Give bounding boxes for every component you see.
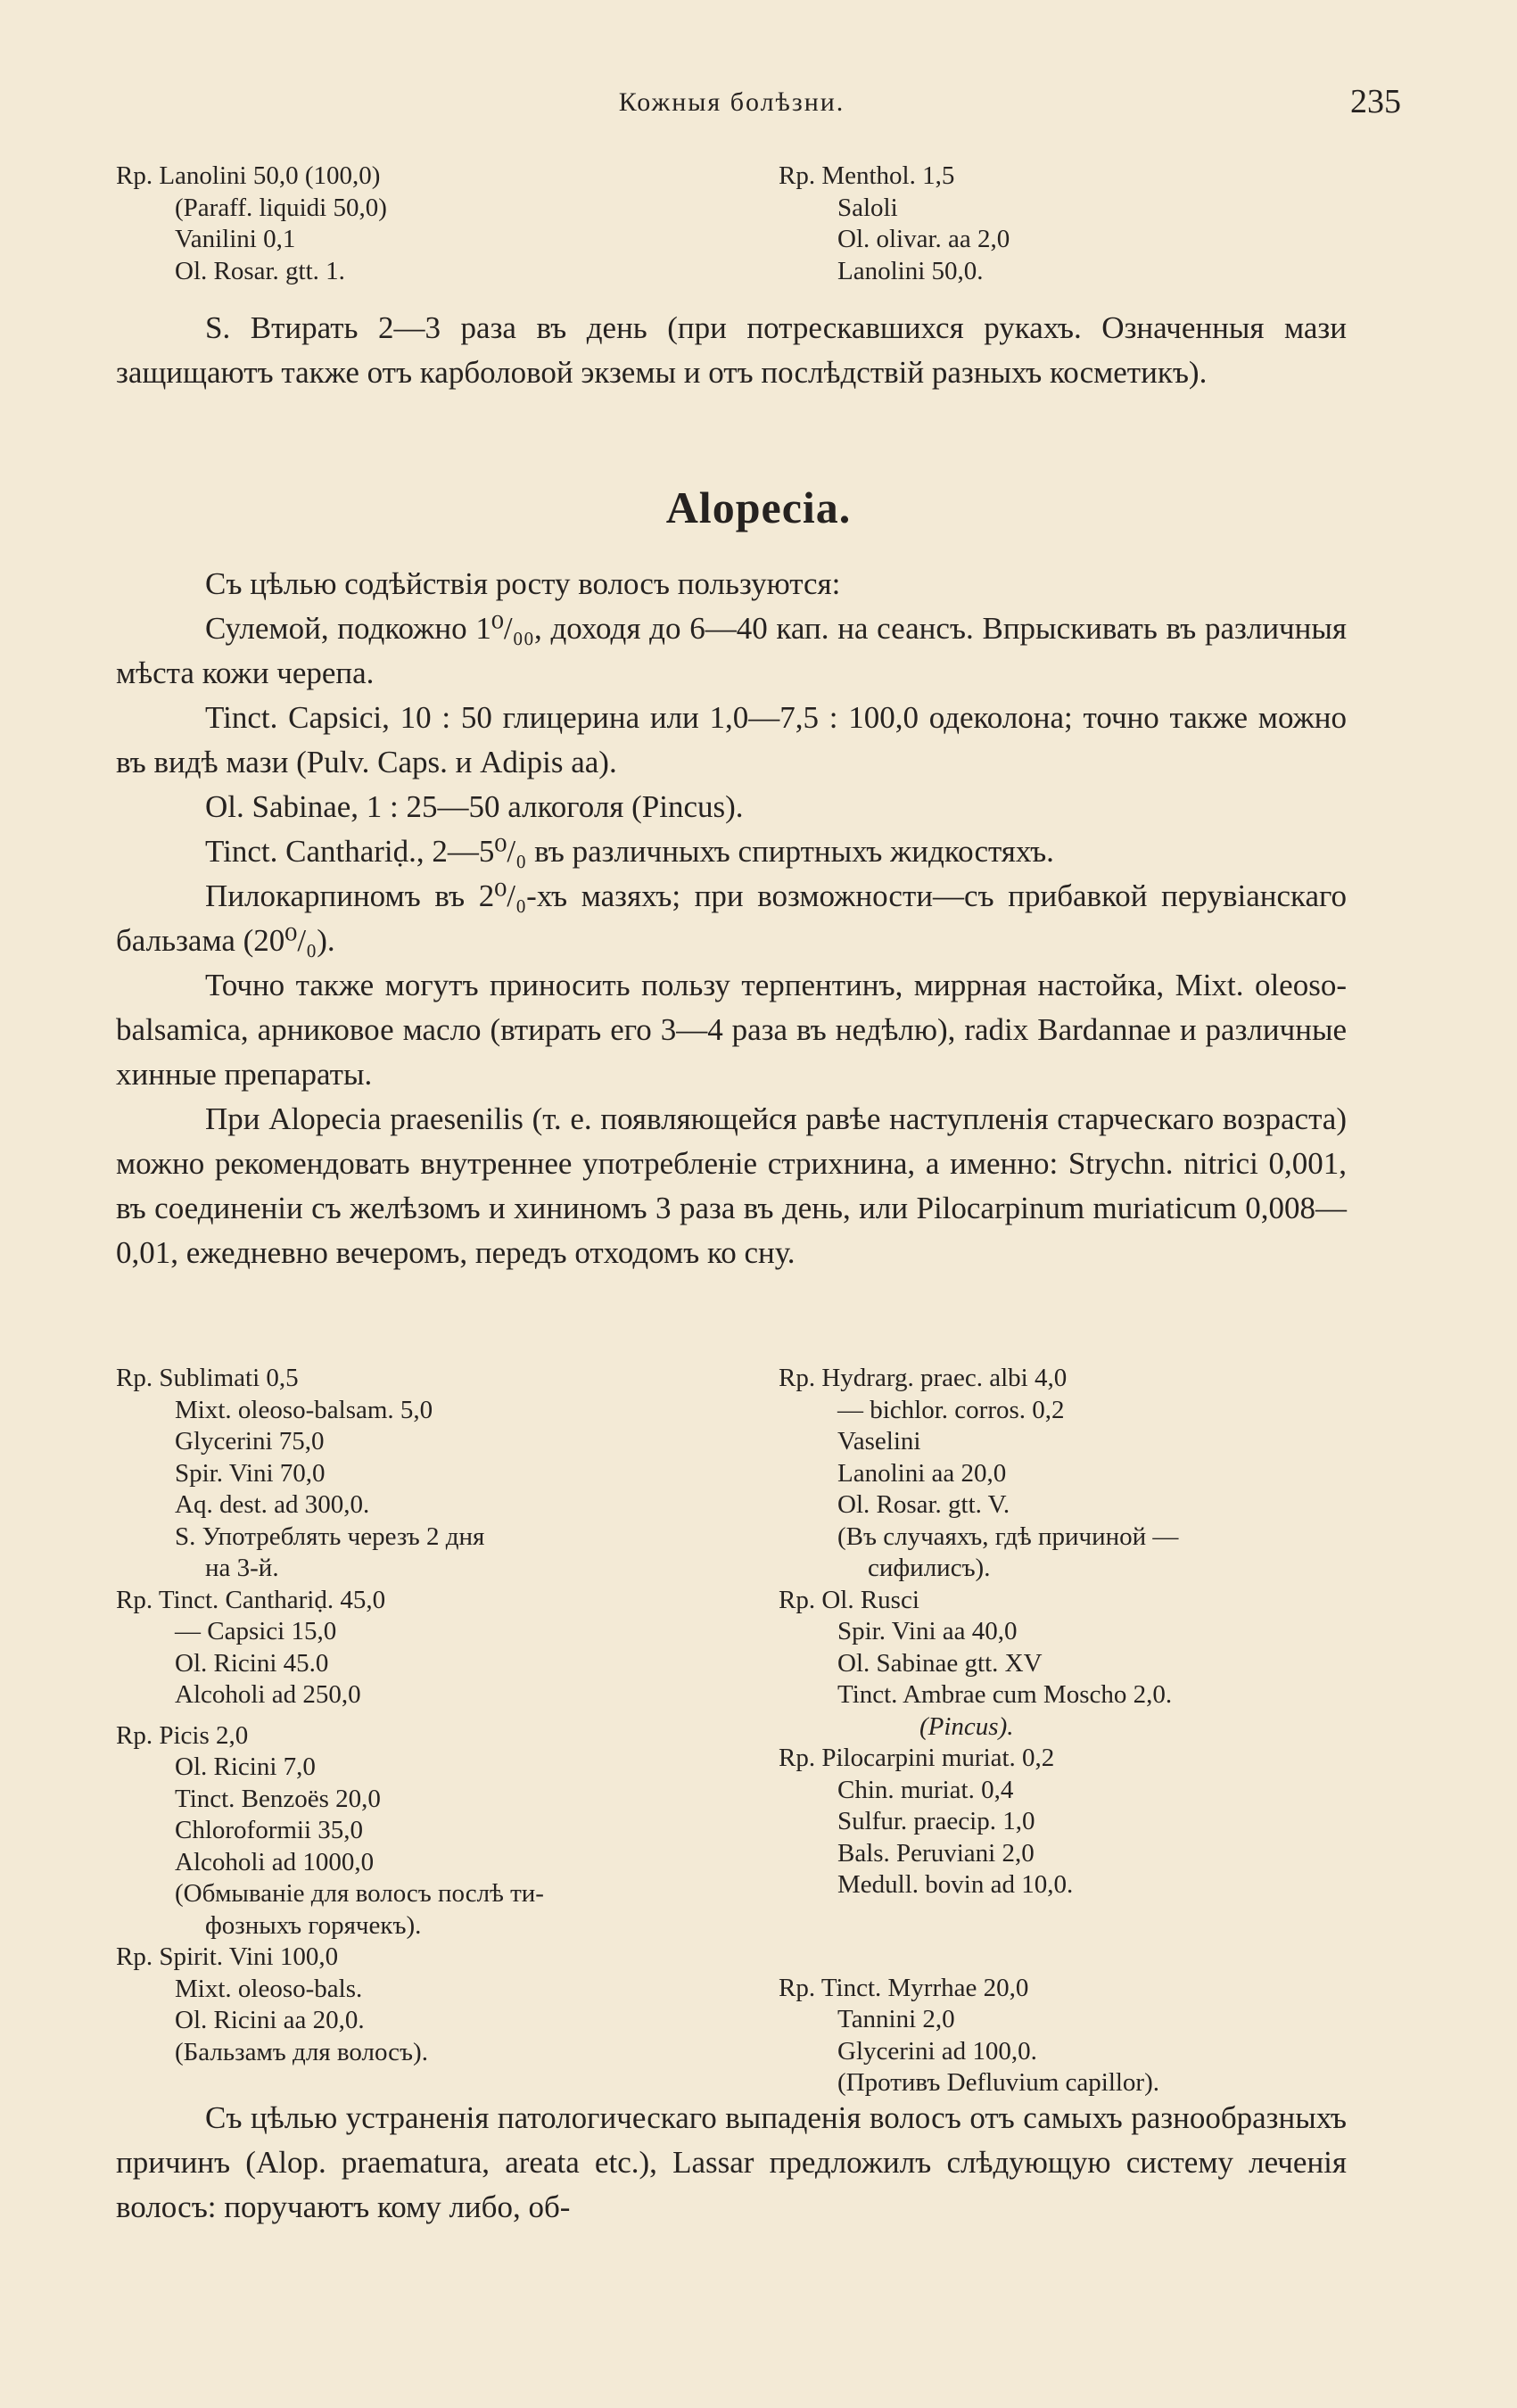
rx-top-right [779, 161, 1010, 287]
rx-line: Aq. dest. ad 300,0. [175, 1490, 370, 1519]
rx-line: Ol. Rosar. gtt. 1. [175, 256, 345, 285]
rx-line: Tinct. Ambrae cum Moscho 2,0. [837, 1680, 1173, 1709]
rx-left-column [116, 1363, 544, 2068]
rx-line: Spir. Vini 70,0 [175, 1458, 326, 1488]
prescription [779, 1585, 1178, 1744]
rx-line: Mixt. oleoso-bals. [175, 1974, 363, 2003]
paragraph: При Alopecia praesenilis (т. е. появляющейся равѣе наступленія старческаго возраста) можно рекомендовать внутреннее употребленіе стрихнина, а именно: Strychn. nitrici 0,001, въ соединеніи съ желѣзомъ и хининомъ 3 раза въ день, или Pilocarpinum muriaticum 0,008—0,01, ежедневно вечеромъ, передъ отходомъ ко сну. [116, 1101, 1347, 1270]
rx-line: Rp. Lanolini 50,0 (100,0) [116, 161, 381, 190]
rx-line: Spir. Vini aa 40,0 [837, 1617, 1018, 1645]
rx-line: Tinct. Benzoës 20,0 [175, 1784, 381, 1813]
rx-line: Alcoholi ad 250,0 [175, 1680, 361, 1709]
rx-line: Rp. Ol. Rusci [779, 1585, 919, 1614]
prescription [116, 1363, 544, 1585]
rx-line: Chin. muriat. 0,4 [837, 1775, 1014, 1804]
paragraph-top [116, 306, 1347, 395]
rx-line: Ol. Rosar. gtt. V. [837, 1490, 1010, 1519]
chapter-title: Кожныя болѣзни. [618, 87, 845, 117]
rx-line: — Capsici 15,0 [175, 1617, 337, 1645]
rx-line: Rp. Tinct. Myrrhae 20,0 [779, 1973, 1029, 2002]
paragraph: Tinct. Capsici, 10 : 50 глицерина или 1,0—7,5 : 100,0 одеколона; точно также можно въ видѣ мази (Pulv. Caps. и Adipis aa). [116, 700, 1347, 779]
rx-line: (Въ случаяхъ, гдѣ причиной — [837, 1521, 1179, 1551]
section-heading: Alopecia. [665, 482, 852, 532]
rx-line: Medull. bovin ad 10,0. [837, 1870, 1074, 1899]
rx-line: (Paraff. liquidi 50,0) [175, 193, 387, 222]
rx-line: сифилисъ). [868, 1554, 991, 1582]
prescription [779, 1973, 1178, 2099]
paragraph: Съ цѣлью содѣйствія росту волосъ пользуются: [205, 566, 841, 601]
rx-line: Sulfur. praecip. 1,0 [837, 1807, 1035, 1835]
rx-line: S. Употреблять черезъ 2 дня [175, 1521, 485, 1551]
rx-line: Rp. Tinct. Canthariḍ. 45,0 [116, 1585, 386, 1614]
rx-line: Vaselini [837, 1427, 921, 1456]
rx-top-left [116, 161, 387, 287]
rx-line: Rp. Hydrarg. praec. albi 4,0 [779, 1364, 1068, 1392]
rx-line: на 3-й. [205, 1554, 279, 1582]
rx-line: Glycerini ad 100,0. [837, 2036, 1037, 2066]
prescription [116, 1942, 544, 2068]
paragraph: Сулемой, подкожно 1⁰/₀₀, доходя до 6—40 кап. на сеансъ. Впрыскивать въ различныя мѣста кожи черепа. [116, 611, 1347, 690]
rx-line: фозныхъ горячекъ). [205, 1910, 422, 1940]
rx-line: Rp. Menthol. 1,5 [779, 161, 955, 190]
prescription [116, 1585, 544, 1711]
rx-line: Rp. Pilocarpini muriat. 0,2 [779, 1744, 1055, 1772]
rx-line: (Бальзамъ для волосъ). [175, 2037, 428, 2066]
rx-line: Alcoholi ad 1000,0 [175, 1847, 375, 1876]
rx-line: Chloroformii 35,0 [175, 1816, 364, 1844]
rx-line: Tannini 2,0 [837, 2005, 955, 2033]
prescription [779, 1743, 1178, 1901]
rx-line: (Противъ Defluvium capillor). [837, 2068, 1159, 2097]
rx-line: Mixt. oleoso-balsam. 5,0 [175, 1395, 433, 1424]
rx-line: Saloli [837, 193, 898, 222]
rx-line: Rp. Spirit. Vini 100,0 [116, 1942, 339, 1971]
rx-line: Ol. olivar. aa 2,0 [837, 225, 1010, 253]
rx-line: Rp. Sublimati 0,5 [116, 1364, 299, 1392]
rx-line: Bals. Peruviani 2,0 [837, 1838, 1035, 1868]
paragraph-bottom [116, 2096, 1347, 2230]
paragraph: Tinct. Canthariḍ., 2—5⁰/₀ въ различныхъ спиртныхъ жидкостяхъ. [205, 834, 1054, 869]
rx-line: Glycerini 75,0 [175, 1427, 325, 1456]
paragraph: Ol. Sabinae, 1 : 25—50 алкоголя (Pincus). [205, 789, 744, 824]
rx-line: Lanolini aa 20,0 [837, 1458, 1007, 1488]
rx-line: Vanilini 0,1 [175, 225, 296, 253]
prescription [116, 1720, 544, 1942]
rx-line: Ol. Ricini 7,0 [175, 1752, 316, 1781]
rx-line: Ol. Ricini 45.0 [175, 1648, 329, 1678]
rx-line: Ol. Ricini aa 20,0. [175, 2006, 365, 2034]
paragraph: Пилокарпиномъ въ 2⁰/₀-хъ мазяхъ; при возможности—съ прибавкой перувіанскаго бальзама (20⁰/₀). [116, 878, 1347, 958]
body-text [116, 562, 1347, 1275]
rx-line: Lanolini 50,0. [837, 256, 984, 285]
rx-right-column [779, 1363, 1178, 2099]
rx-line: (Обмываніе для волосъ послѣ ти- [175, 1879, 544, 1908]
prescription [779, 1363, 1178, 1585]
paragraph: Съ цѣлью устраненія патологическаго выпаденія волосъ отъ самыхъ разнообразныхъ причинъ (Alop. praematura, areata etc.), Lassar предложилъ слѣдующую систему леченія волосъ: поручаютъ кому либо, об- [116, 2100, 1347, 2224]
running-header [116, 82, 1401, 127]
paragraph: Точно также могутъ приносить пользу терпентинъ, миррная настойка, Mixt. oleoso-balsamica, арниковое масло (втирать его 3—4 раза въ недѣлю), radix Bardannae и различные хинные препараты. [116, 968, 1347, 1092]
page-number: 235 [1350, 83, 1401, 120]
rx-line: Ol. Sabinae gtt. XV [837, 1648, 1043, 1678]
rx-line: — bichlor. corros. 0,2 [837, 1395, 1065, 1424]
rx-line: (Pincus). [919, 1711, 1014, 1741]
rx-line: Rp. Picis 2,0 [116, 1720, 249, 1750]
paragraph: S. Втирать 2—3 раза въ день (при потрескавшихся рукахъ. Означенныя мази защищаютъ также отъ карболовой экземы и отъ послѣдствій разныхъ косметикъ). [116, 310, 1347, 390]
